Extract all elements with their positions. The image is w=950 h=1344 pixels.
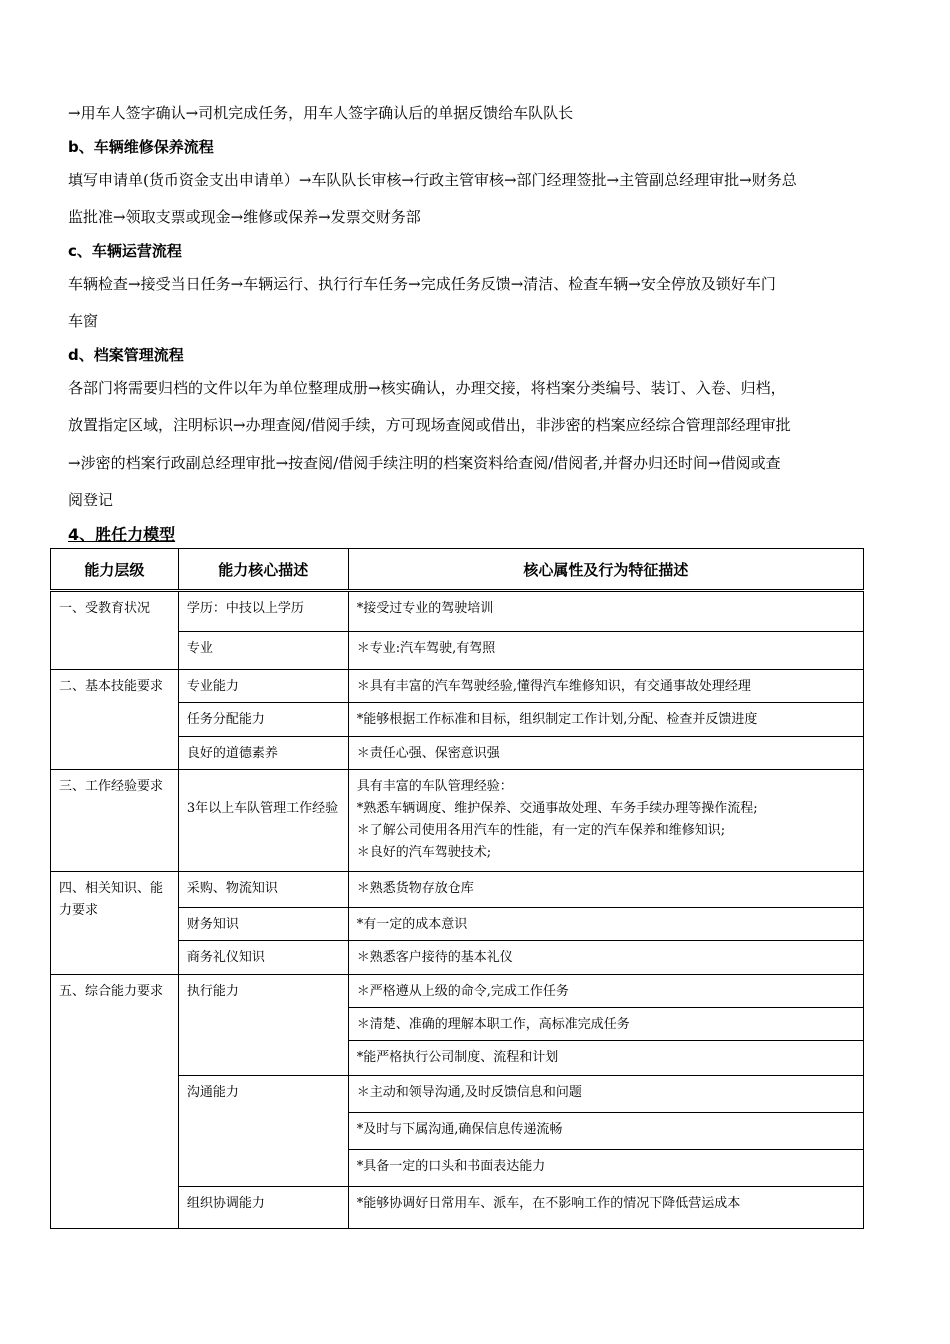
attr-cell: ＊清楚、准确的理解本职工作，高标准完成任务	[348, 1008, 863, 1041]
attr-cell: ＊具有丰富的汽车驾驶经验,懂得汽车维修知识，有交通事故处理经理	[348, 670, 863, 703]
table-header-row	[51, 549, 864, 591]
table-row	[51, 872, 864, 908]
text-line: →涉密的档案行政副总经理审批→按查阅/借阅手续注明的档案资料给查阅/借阅者,并督办归还时间→借阅或查	[68, 454, 781, 472]
text-line: 车辆检查→接受当日任务→车辆运行、执行行车任务→完成任务反馈→清洁、检查车辆→安全停放及锁好车门	[68, 275, 776, 293]
table-row	[51, 975, 864, 1008]
column-header: 能力层级	[51, 549, 179, 591]
core-cell: 商务礼仪知识	[178, 941, 348, 975]
heading-d: d、档案管理流程	[68, 346, 184, 364]
attr-line: ＊了解公司使用各用汽车的性能，有一定的汽车保养和维修知识;	[356, 823, 726, 838]
attr-cell: *有一定的成本意识	[348, 908, 863, 941]
core-cell: 组织协调能力	[178, 1187, 348, 1229]
attr-cell: *具备一定的口头和书面表达能力	[348, 1150, 863, 1187]
column-header: 能力核心描述	[178, 549, 348, 591]
core-cell: 专业	[178, 632, 348, 670]
core-cell: 沟通能力	[178, 1076, 348, 1187]
text-line: 放置指定区域，注明标识→办理查阅/借阅手续，方可现场查阅或借出，非涉密的档案应经综合管理部经理审批	[68, 416, 791, 434]
core-cell: 任务分配能力	[178, 703, 348, 737]
section-title: 4、胜任力模型	[68, 525, 176, 544]
heading-c: c、车辆运营流程	[68, 242, 182, 260]
attr-cell: ＊严格遵从上级的命令,完成工作任务	[348, 975, 863, 1008]
attr-line: *熟悉车辆调度、维护保养、交通事故处理、车务手续办理等操作流程;	[356, 801, 758, 816]
core-cell: 财务知识	[178, 908, 348, 941]
competency-table	[50, 548, 864, 1229]
column-header: 核心属性及行为特征描述	[348, 549, 863, 591]
attr-cell	[348, 770, 863, 872]
attr-cell: *能严格执行公司制度、流程和计划	[348, 1041, 863, 1076]
attr-cell: *及时与下属沟通,确保信息传递流畅	[348, 1113, 863, 1150]
attr-cell: *能够根据工作标准和目标，组织制定工作计划,分配、检查并反馈进度	[348, 703, 863, 737]
attr-cell: ＊熟悉客户接待的基本礼仪	[348, 941, 863, 975]
core-cell: 专业能力	[178, 670, 348, 703]
core-cell: 良好的道德素养	[178, 737, 348, 770]
text-line: →用车人签字确认→司机完成任务，用车人签字确认后的单据反馈给车队队长	[68, 104, 574, 122]
attr-cell: ＊主动和领导沟通,及时反馈信息和问题	[348, 1076, 863, 1113]
core-cell: 采购、物流知识	[178, 872, 348, 908]
level-cell: 二、基本技能要求	[51, 670, 179, 770]
table-row	[51, 670, 864, 703]
text-line: 阅登记	[68, 491, 114, 509]
level-cell: 三、工作经验要求	[51, 770, 179, 872]
table-row	[51, 770, 864, 872]
core-cell: 执行能力	[178, 975, 348, 1076]
core-cell: 3年以上车队管理工作经验	[178, 770, 348, 872]
attr-cell: ＊专业:汽车驾驶,有驾照	[348, 632, 863, 670]
attr-line: 具有丰富的车队管理经验：	[356, 779, 513, 794]
level-cell: 四、相关知识、能力要求	[51, 872, 179, 975]
level-cell: 一、受教育状况	[51, 591, 179, 670]
attr-cell: ＊熟悉货物存放仓库	[348, 872, 863, 908]
attr-cell: ＊责任心强、保密意识强	[348, 737, 863, 770]
text-line: 监批准→领取支票或现金→维修或保养→发票交财务部	[68, 208, 421, 226]
level-cell: 五、综合能力要求	[51, 975, 179, 1229]
heading-b: b、车辆维修保养流程	[68, 138, 214, 156]
core-cell: 学历：中技以上学历	[178, 591, 348, 632]
text-line: 各部门将需要归档的文件以年为单位整理成册→核实确认，办理交接，将档案分类编号、装订、入卷、归档，	[68, 379, 786, 397]
table-row	[51, 591, 864, 632]
text-line: 车窗	[68, 312, 99, 330]
text-line: 填写申请单(货币资金支出申请单）→车队队长审核→行政主管审核→部门经理签批→主管副总经理审批→财务总	[68, 171, 797, 189]
attr-cell: *能够协调好日常用车、派车，在不影响工作的情况下降低营运成本	[348, 1187, 863, 1229]
attr-line: ＊良好的汽车驾驶技术;	[356, 845, 492, 860]
attr-cell: *接受过专业的驾驶培训	[348, 591, 863, 632]
